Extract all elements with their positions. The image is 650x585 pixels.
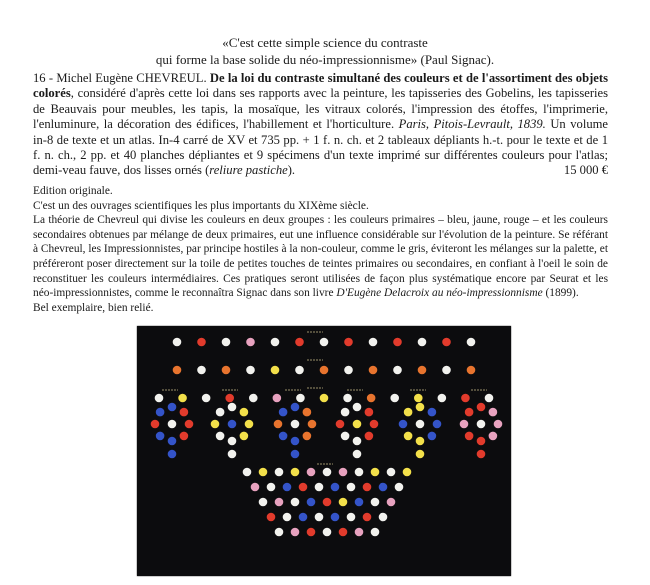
row-3-dot [461, 394, 470, 403]
triangle-dot [331, 483, 340, 492]
triangle-dot [243, 468, 252, 477]
rosette-3-dot [279, 432, 288, 441]
rosette-1-dot [151, 420, 160, 429]
entry-title: De la loi du contraste simultané des couleurs et de l'assortiment des objets colorés [33, 71, 608, 101]
plate-illustration [137, 326, 511, 576]
row-2-dot [197, 366, 206, 375]
triangle-dot [339, 528, 348, 537]
triangle-dot [387, 468, 396, 477]
row-2-dot [369, 366, 378, 375]
rosette-5-center [416, 420, 425, 429]
row-3-dot [343, 394, 352, 403]
rosette-1-dot [180, 408, 189, 417]
triangle-dot [339, 468, 348, 477]
row-1-dot [222, 338, 231, 347]
rosette-3-dot [303, 432, 312, 441]
rosette-6-dot [477, 403, 486, 412]
row-1-dot [418, 338, 427, 347]
rosette-2-dot [216, 432, 225, 441]
rosette-4-dot [365, 432, 374, 441]
rosette-6-dot [477, 450, 486, 459]
row-1-dot [197, 338, 206, 347]
rosette-6-dot [465, 408, 474, 417]
note-edition: Edition originale. [33, 185, 113, 197]
row-3-dot [155, 394, 164, 403]
rosette-3-dot [274, 420, 283, 429]
rosette-4-dot [336, 420, 345, 429]
triangle-dot [291, 498, 300, 507]
entry-price: 15 000 € [563, 163, 608, 178]
rosette-3-dot [291, 450, 300, 459]
row-3-dot [225, 394, 234, 403]
rosette-5-dot [399, 420, 408, 429]
triangle-dot [315, 513, 324, 522]
row-3-dot [273, 394, 282, 403]
triangle-dot [387, 498, 396, 507]
rosette-2-dot [211, 420, 220, 429]
rosette-1-dot [156, 432, 165, 441]
rosette-1-dot [180, 432, 189, 441]
triangle-dot [355, 528, 364, 537]
rosette-2-dot [216, 408, 225, 417]
row-2-dot [271, 366, 280, 375]
rosette-3-dot [279, 408, 288, 417]
rosette-1-center [168, 420, 177, 429]
triangle-dot [307, 528, 316, 537]
triangle-dot [395, 483, 404, 492]
row-1-dot [295, 338, 304, 347]
triangle-dot [291, 468, 300, 477]
rosette-5-dot [416, 450, 425, 459]
epigraph-quote [0, 34, 650, 68]
quote-line-2: qui forme la base solide du néo-impressionnisme» (Paul Signac). [155, 52, 495, 67]
triangle-dot [299, 513, 308, 522]
rosette-6-center [477, 420, 486, 429]
triangle-dot [259, 498, 268, 507]
row-2-dot [467, 366, 476, 375]
rosette-2-dot [228, 450, 237, 459]
rosette-6-dot [465, 432, 474, 441]
catalogue-entry [33, 71, 608, 179]
rosette-4-dot [341, 408, 350, 417]
triangle-dot [379, 483, 388, 492]
row-2-dot [442, 366, 451, 375]
triangle-dot [331, 513, 340, 522]
triangle-dot [379, 513, 388, 522]
rosette-1-dot [185, 420, 194, 429]
row-1-dot [467, 338, 476, 347]
triangle-dot [371, 498, 380, 507]
row-2-dot [222, 366, 231, 375]
row-1-dot [271, 338, 280, 347]
triangle-dot [355, 468, 364, 477]
rosette-2-dot [240, 432, 249, 441]
triangle-dot [275, 468, 284, 477]
row-2-dot [246, 366, 255, 375]
row-1-dot [442, 338, 451, 347]
rosette-2-dot [240, 408, 249, 417]
triangle-dot [267, 513, 276, 522]
color-contrast-plate [137, 326, 511, 576]
row-3-dot [296, 394, 305, 403]
rosette-1-dot [168, 403, 177, 412]
rosette-4-dot [370, 420, 379, 429]
row-3-dot [202, 394, 211, 403]
triangle-dot [363, 483, 372, 492]
note-theory-text: La théorie de Chevreul qui divise les couleurs en deux groupes : les couleurs primaires – bleu, jaune, rouge – et les couleurs secondaires obtenues par mélange de deux primaires, eut une influence considérable sur l'évolution de la peinture. Se référant à Chevreul, les Impressionnistes, par principe hostiles à la non-couleur, comme le gris, éviteront les mélanges sur la palette, et préféreront poser directement sur la toile de petites touches de teintes primaires ou secondaires, en confiant à l'oeil le soin de reconstituer les couleurs intermédiaires. Ces pratiques seront utilisées de façon plus systématique encore par Seurat et les néo-impressionnistes, comme le reconnaîtra Signac dans son livre [33, 214, 608, 300]
row-3-dot [485, 394, 494, 403]
rosette-1-dot [156, 408, 165, 417]
entry-collation-end: ). [287, 163, 296, 178]
rosette-6-dot [494, 420, 503, 429]
rosette-4-dot [353, 450, 362, 459]
triangle-dot [291, 528, 300, 537]
row-3-dot [438, 394, 447, 403]
rosette-5-dot [416, 403, 425, 412]
rosette-6-dot [489, 408, 498, 417]
row-3-dot [178, 394, 187, 403]
note-theory [33, 213, 608, 301]
triangle-dot [347, 483, 356, 492]
rosette-5-dot [416, 437, 425, 446]
note-book-title: D'Eugène Delacroix au néo-impressionnisme [336, 287, 543, 300]
triangle-dot [251, 483, 260, 492]
rosette-5-dot [428, 432, 437, 441]
triangle-dot [347, 513, 356, 522]
triangle-dot [299, 483, 308, 492]
entry-binding: reliure pastiche [209, 163, 288, 178]
triangle-dot [323, 468, 332, 477]
row-2-dot [295, 366, 304, 375]
note-book-year: (1899). [542, 287, 579, 300]
row-2-dot [393, 366, 402, 375]
triangle-dot [371, 528, 380, 537]
quote-line-1: «C'est cette simple science du contraste [222, 35, 428, 50]
row-2-dot [173, 366, 182, 375]
triangle-dot [283, 483, 292, 492]
triangle-dot [323, 498, 332, 507]
triangle-dot [363, 513, 372, 522]
row-3-dot [414, 394, 423, 403]
entry-collation: Un volume in-8 de texte et un atlas. In-4 carré de XV et 735 pp. + 1 f. n. ch. et 2 tableaux dépliants h.-t. pour le texte et de 1 f. n. ch., 2 pp. et 40 planches dépliantes et 9 spécimens d'un texte imprimé sur différentes couleurs pour l'atlas; demi-veau fauve, dos lisses ornés ( [33, 117, 608, 178]
triangle-dot [315, 483, 324, 492]
rosette-6-dot [489, 432, 498, 441]
triangle-dot [323, 528, 332, 537]
rosette-2-dot [245, 420, 254, 429]
note-importance: C'est un des ouvrages scientifiques les plus importants du XIXème siècle. [33, 199, 369, 212]
row-3-dot [390, 394, 399, 403]
rosette-3-dot [303, 408, 312, 417]
row-1-dot [369, 338, 378, 347]
row-1-dot [173, 338, 182, 347]
row-2-dot [320, 366, 329, 375]
triangle-dot [259, 468, 268, 477]
entry-imprint: Paris, Pitois-Levrault, 1839. [398, 117, 546, 132]
row-1-dot [246, 338, 255, 347]
entry-number-author: 16 - Michel Eugène CHEVREUL. [33, 71, 207, 85]
rosette-1-dot [168, 437, 177, 446]
rosette-5-dot [404, 432, 413, 441]
rosette-6-dot [460, 420, 469, 429]
rosette-5-dot [428, 408, 437, 417]
triangle-dot [283, 513, 292, 522]
rosette-4-dot [353, 403, 362, 412]
triangle-dot [267, 483, 276, 492]
rosette-2-dot [228, 403, 237, 412]
rosette-3-dot [291, 403, 300, 412]
note-condition: Bel exemplaire, bien relié. [33, 301, 154, 314]
row-3-dot [249, 394, 258, 403]
triangle-dot [307, 468, 316, 477]
triangle-dot [275, 498, 284, 507]
rosette-6-dot [477, 437, 486, 446]
triangle-dot [371, 468, 380, 477]
rosette-4-center [353, 420, 362, 429]
row-2-dot [418, 366, 427, 375]
entry-description: , considéré d'après cette loi dans ses rapports avec la peinture, les tapisseries des Gobelins, les tapisseries de Beauvais pour meubles, les tapis, la mosaïque, les vitraux colorés, l'impression des étoffes, l'imprimerie, l'enluminure, la décoration des édifices, l'habillement et l'horticulture. [33, 86, 608, 132]
rosette-5-dot [433, 420, 442, 429]
rosette-2-center [228, 420, 237, 429]
triangle-dot [339, 498, 348, 507]
triangle-dot [307, 498, 316, 507]
row-1-dot [320, 338, 329, 347]
rosette-5-dot [404, 408, 413, 417]
row-3-dot [320, 394, 329, 403]
rosette-3-center [291, 420, 300, 429]
triangle-dot [355, 498, 364, 507]
row-1-dot [393, 338, 402, 347]
rosette-4-dot [353, 437, 362, 446]
rosette-3-dot [308, 420, 317, 429]
triangle-dot [275, 528, 284, 537]
row-1-dot [344, 338, 353, 347]
row-3-dot [367, 394, 376, 403]
rosette-4-dot [341, 432, 350, 441]
rosette-2-dot [228, 437, 237, 446]
entry-notes [33, 184, 608, 315]
rosette-1-dot [168, 450, 177, 459]
row-2-dot [344, 366, 353, 375]
rosette-3-dot [291, 437, 300, 446]
triangle-dot [403, 468, 412, 477]
rosette-4-dot [365, 408, 374, 417]
